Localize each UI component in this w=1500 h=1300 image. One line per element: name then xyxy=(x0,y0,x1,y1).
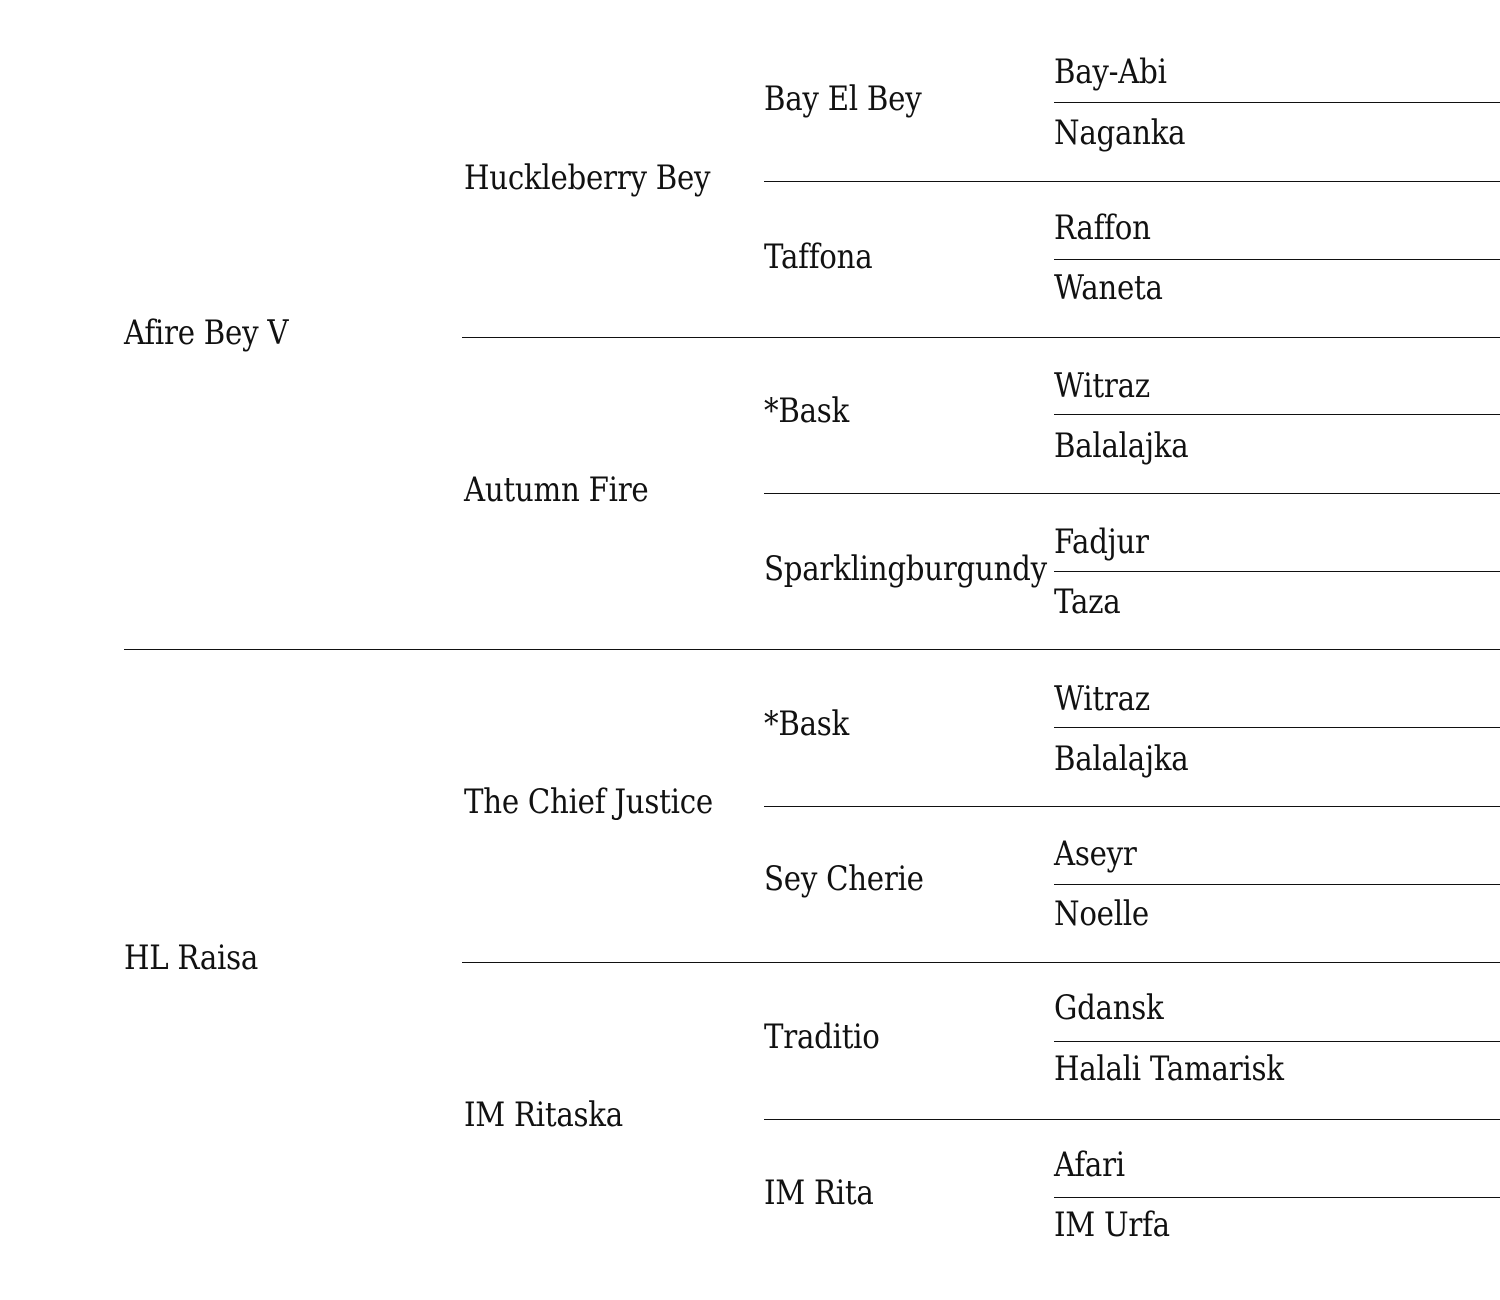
dd-sire-name: Traditio xyxy=(764,1017,880,1057)
sds-divider xyxy=(1054,414,1500,415)
dds-divider xyxy=(1054,1041,1500,1042)
ds-sire-name: *Bask xyxy=(764,704,849,744)
dss-sire-name: Witraz xyxy=(1054,679,1150,719)
ssd-divider xyxy=(1054,259,1500,260)
ds-dam-name: Sey Cherie xyxy=(764,859,924,899)
dsd-sire-name: Aseyr xyxy=(1054,834,1137,874)
sds-sire-name: Witraz xyxy=(1054,366,1150,406)
sds-dam-name: Balalajka xyxy=(1054,426,1189,466)
sss-sire-name: Bay-Abi xyxy=(1054,52,1167,92)
sire-sire-name: Huckleberry Bey xyxy=(464,158,711,198)
sire-name: Afire Bey V xyxy=(124,313,289,353)
ddd-divider xyxy=(1054,1197,1500,1198)
sd-divider xyxy=(764,493,1500,494)
sdd-sire-name: Fadjur xyxy=(1054,522,1149,562)
ss-dam-name: Taffona xyxy=(764,237,873,277)
dam-dam-name: IM Ritaska xyxy=(464,1095,623,1135)
dsd-divider xyxy=(1054,884,1500,885)
sd-sire-name: *Bask xyxy=(764,391,849,431)
sss-divider xyxy=(1054,102,1500,103)
sire-line-divider xyxy=(462,337,1500,338)
ddd-sire-name: Afari xyxy=(1054,1145,1125,1185)
dam-name: HL Raisa xyxy=(124,938,259,978)
ssd-sire-name: Raffon xyxy=(1054,208,1151,248)
sdd-dam-name: Taza xyxy=(1054,582,1121,622)
dss-divider xyxy=(1054,727,1500,728)
ddd-dam-name: IM Urfa xyxy=(1054,1205,1170,1245)
dds-sire-name: Gdansk xyxy=(1054,988,1164,1028)
sd-dam-name: Sparklingburgundy xyxy=(764,549,1047,589)
dds-dam-name: Halali Tamarisk xyxy=(1054,1049,1284,1089)
dam-sire-name: The Chief Justice xyxy=(464,782,713,822)
dss-dam-name: Balalajka xyxy=(1054,739,1189,779)
sdd-divider xyxy=(1054,571,1500,572)
ss-divider xyxy=(764,181,1500,182)
dd-dam-name: IM Rita xyxy=(764,1173,874,1213)
ds-divider xyxy=(764,806,1500,807)
generation-1-divider xyxy=(124,649,1500,650)
ssd-dam-name: Waneta xyxy=(1054,268,1163,308)
dsd-dam-name: Noelle xyxy=(1054,894,1149,934)
dd-divider xyxy=(764,1119,1500,1120)
sire-dam-name: Autumn Fire xyxy=(464,470,649,510)
sss-dam-name: Naganka xyxy=(1054,113,1186,153)
ss-sire-name: Bay El Bey xyxy=(764,79,922,119)
dam-line-divider xyxy=(462,962,1500,963)
